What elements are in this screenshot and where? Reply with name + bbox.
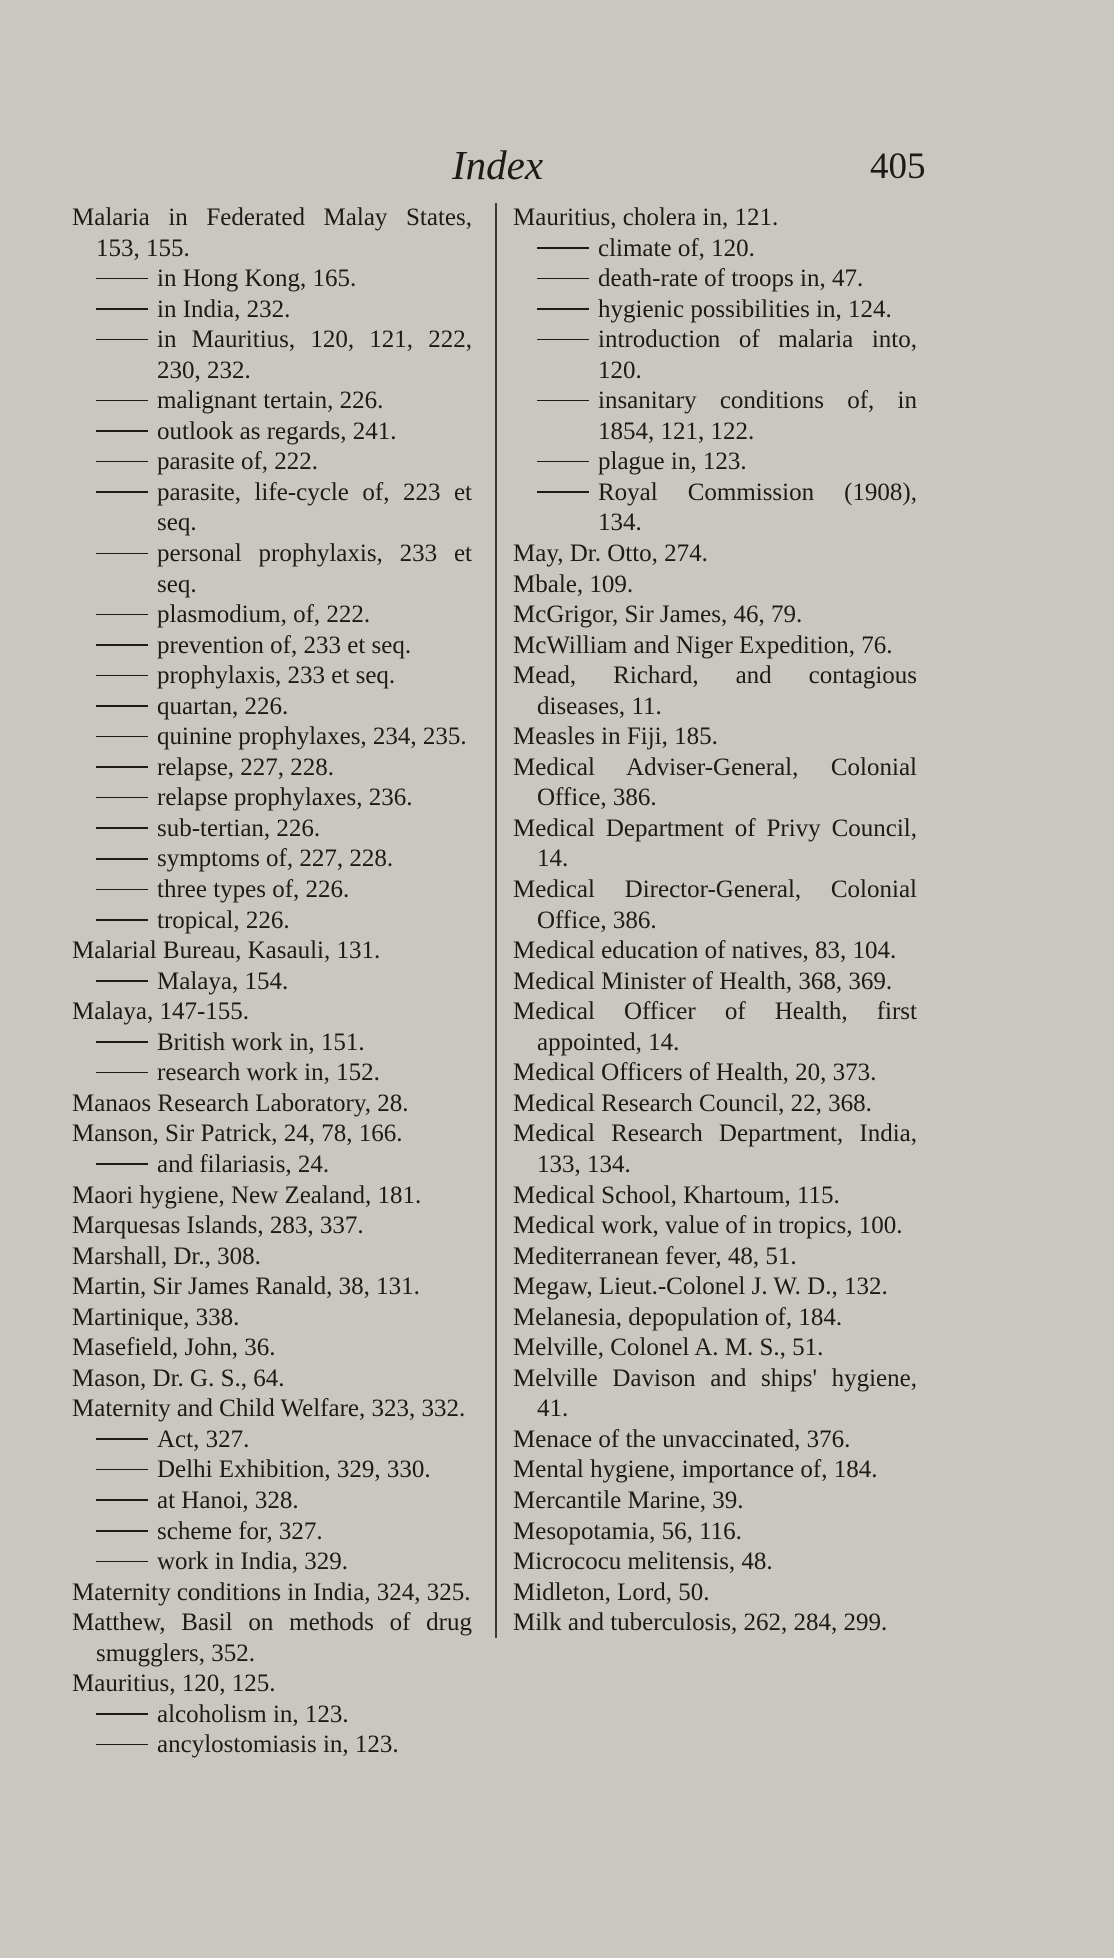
entry-text: alcoholism in, 123. <box>157 1700 349 1728</box>
index-subentry <box>72 1486 472 1517</box>
entry-text: Mental hygiene, importance of, 184. <box>513 1456 878 1484</box>
index-subentry <box>72 1058 472 1089</box>
entry-text: introduction of malaria into, 120. <box>598 326 917 384</box>
entry-text: Manson, Sir Patrick, 24, 78, 166. <box>72 1120 403 1148</box>
index-entry <box>513 1272 917 1303</box>
entry-text: symptoms of, 227, 228. <box>157 845 394 873</box>
entry-text: Malaya, 147-155. <box>72 998 250 1026</box>
entry-text: Maori hygiene, New Zealand, 181. <box>72 1181 422 1209</box>
ditto-dash <box>537 339 589 341</box>
index-entry <box>513 1547 917 1578</box>
entry-text: Malaya, 154. <box>157 967 289 995</box>
ditto-dash <box>96 919 148 921</box>
entry-text: death-rate of troops in, 47. <box>598 265 864 293</box>
index-subentry <box>72 661 472 692</box>
index-entry <box>513 631 917 662</box>
entry-text: Mbale, 109. <box>513 570 634 598</box>
index-subentry <box>72 295 472 326</box>
ditto-dash <box>537 308 589 310</box>
entry-text: in Mauritius, 120, 121, 222, 230, 232. <box>157 326 472 384</box>
index-entry <box>72 1608 472 1669</box>
index-entry <box>72 1242 472 1273</box>
ditto-dash <box>537 461 589 463</box>
index-subentry <box>72 906 472 937</box>
entry-text: hygienic possibilities in, 124. <box>598 295 892 323</box>
entry-text: Malarial Bureau, Kasauli, 131. <box>72 937 381 965</box>
index-entry <box>513 539 917 570</box>
entry-text: Melville Davison and ships' hygiene, 41. <box>513 1364 917 1423</box>
index-subentry <box>72 1425 472 1456</box>
ditto-dash <box>96 1499 148 1501</box>
entry-text: Manaos Research Laboratory, 28. <box>72 1089 409 1117</box>
index-entry <box>513 203 917 234</box>
index-subentry <box>72 1028 472 1059</box>
entry-text: parasite, life-cycle of, 223 et seq. <box>157 478 472 537</box>
index-entry <box>72 1669 472 1700</box>
entry-text: Medical Research Council, 22, 368. <box>513 1089 872 1117</box>
ditto-dash <box>96 461 148 463</box>
entry-text: parasite of, 222. <box>157 448 319 476</box>
index-subentry <box>513 478 917 539</box>
index-entry <box>72 1272 472 1303</box>
index-entry <box>513 1425 917 1456</box>
entry-text: sub-tertian, 226. <box>157 814 321 842</box>
entry-text: Delhi Exhibition, 329, 330. <box>157 1456 431 1484</box>
index-entry <box>513 997 917 1058</box>
entry-text: research work in, 152. <box>157 1059 380 1087</box>
ditto-dash <box>96 278 148 280</box>
ditto-dash <box>96 827 148 829</box>
index-subentry <box>72 478 472 539</box>
ditto-dash <box>96 430 148 432</box>
ditto-dash <box>537 400 589 402</box>
index-entry <box>72 1364 472 1395</box>
page-header <box>0 140 1114 190</box>
ditto-dash <box>96 1072 148 1074</box>
entry-text: at Hanoi, 328. <box>157 1486 299 1514</box>
index-entry <box>513 1364 917 1425</box>
entry-text: British work in, 151. <box>157 1028 365 1056</box>
ditto-dash <box>96 980 148 982</box>
ditto-dash <box>96 1163 148 1165</box>
entry-text: outlook as regards, 241. <box>157 417 397 445</box>
entry-text: Royal Commission (1908), 134. <box>598 478 917 537</box>
ditto-dash <box>96 705 148 707</box>
index-subentry <box>72 600 472 631</box>
entry-text: Melville, Colonel A. M. S., 51. <box>513 1334 824 1362</box>
entry-text: Maternity conditions in India, 324, 325. <box>72 1578 471 1606</box>
ditto-dash <box>96 308 148 310</box>
index-entry <box>513 570 917 601</box>
entry-text: Maternity and Child Welfare, 323, 332. <box>72 1395 466 1423</box>
column-divider <box>495 203 497 1638</box>
index-entry <box>513 722 917 753</box>
ditto-dash <box>537 247 589 249</box>
ditto-dash <box>96 614 148 616</box>
index-entry <box>72 1181 472 1212</box>
index-subentry <box>513 234 917 265</box>
index-entry <box>513 1455 917 1486</box>
ditto-dash <box>96 644 148 646</box>
ditto-dash <box>96 797 148 799</box>
index-subentry <box>72 1150 472 1181</box>
entry-text: Medical education of natives, 83, 104. <box>513 937 897 965</box>
entry-text: Matthew, Basil on methods of drug smugglers, 352. <box>72 1609 472 1667</box>
ditto-dash <box>96 1744 148 1746</box>
index-entry <box>72 1303 472 1334</box>
index-entry <box>513 1333 917 1364</box>
entry-text: May, Dr. Otto, 274. <box>513 540 708 568</box>
entry-text: plague in, 123. <box>598 448 747 476</box>
index-subentry <box>72 1700 472 1731</box>
entry-text: Act, 327. <box>157 1425 250 1453</box>
entry-text: Medical Research Department, India, 133, 134. <box>513 1120 917 1178</box>
entry-text: Megaw, Lieut.-Colonel J. W. D., 132. <box>513 1273 888 1301</box>
index-subentry <box>72 539 472 600</box>
index-subentry <box>72 967 472 998</box>
index-entry <box>513 1242 917 1273</box>
entry-text: Martin, Sir James Ranald, 38, 131. <box>72 1273 420 1301</box>
entry-text: Measles in Fiji, 185. <box>513 723 718 751</box>
entry-text: Medical Director-General, Colonial Office, 386. <box>513 876 917 934</box>
entry-text: malignant tertain, 226. <box>157 387 384 415</box>
entry-text: tropical, 226. <box>157 906 290 934</box>
index-entry <box>513 1578 917 1609</box>
index-subentry <box>72 1730 472 1761</box>
entry-text: Malaria in Federated Malay States, 153, 155. <box>72 204 472 262</box>
ditto-dash <box>96 553 148 555</box>
ditto-dash <box>537 278 589 280</box>
entry-text: Medical Minister of Health, 368, 369. <box>513 967 893 995</box>
index-entry <box>513 1181 917 1212</box>
index-entry <box>513 1058 917 1089</box>
index-column-left <box>72 203 472 1761</box>
ditto-dash <box>96 1041 148 1043</box>
index-subentry <box>72 631 472 662</box>
index-subentry <box>72 325 472 386</box>
index-entry <box>513 936 917 967</box>
index-subentry <box>513 447 917 478</box>
entry-text: in India, 232. <box>157 295 291 323</box>
index-subentry <box>72 814 472 845</box>
ditto-dash <box>96 1438 148 1440</box>
entry-text: Mead, Richard, and contagious diseases, 11. <box>513 662 917 720</box>
index-subentry <box>72 844 472 875</box>
ditto-dash <box>96 736 148 738</box>
entry-text: Marquesas Islands, 283, 337. <box>72 1212 364 1240</box>
index-subentry <box>72 692 472 723</box>
entry-text: Melanesia, depopulation of, 184. <box>513 1303 843 1331</box>
index-entry <box>513 1119 917 1180</box>
entry-text: McGrigor, Sir James, 46, 79. <box>513 601 803 629</box>
entry-text: scheme for, 327. <box>157 1517 323 1545</box>
index-subentry <box>72 386 472 417</box>
entry-text: climate of, 120. <box>598 234 755 262</box>
entry-text: Medical Department of Privy Council, 14. <box>513 814 917 873</box>
index-entry <box>513 1608 917 1639</box>
entry-text: Micrococu melitensis, 48. <box>513 1548 773 1576</box>
index-entry <box>72 1089 472 1120</box>
entry-text: Mediterranean fever, 48, 51. <box>513 1242 797 1270</box>
entry-text: prevention of, 233 et seq. <box>157 631 412 659</box>
entry-text: Mercantile Marine, 39. <box>513 1486 744 1514</box>
index-subentry <box>72 1547 472 1578</box>
index-column-right <box>513 203 917 1639</box>
index-entry <box>72 1578 472 1609</box>
entry-text: Midleton, Lord, 50. <box>513 1578 710 1606</box>
ditto-dash <box>96 400 148 402</box>
ditto-dash <box>96 1530 148 1532</box>
index-subentry <box>72 875 472 906</box>
entry-text: Masefield, John, 36. <box>72 1334 276 1362</box>
index-subentry <box>513 295 917 326</box>
ditto-dash <box>96 491 148 493</box>
index-subentry <box>72 722 472 753</box>
ditto-dash <box>96 339 148 341</box>
entry-text: Medical Officers of Health, 20, 373. <box>513 1059 877 1087</box>
index-entry <box>513 1303 917 1334</box>
index-subentry <box>72 1455 472 1486</box>
ditto-dash <box>96 766 148 768</box>
ditto-dash <box>96 1713 148 1715</box>
index-subentry <box>72 417 472 448</box>
ditto-dash <box>96 1469 148 1471</box>
ditto-dash <box>96 889 148 891</box>
page-title: Index <box>452 142 544 188</box>
index-entry <box>513 875 917 936</box>
entry-text: Medical Officer of Health, first appointed, 14. <box>513 998 917 1056</box>
index-entry <box>513 1486 917 1517</box>
index-entry <box>72 1394 472 1425</box>
index-entry <box>513 753 917 814</box>
index-subentry <box>72 753 472 784</box>
entry-text: Medical School, Khartoum, 115. <box>513 1181 840 1209</box>
index-entry <box>513 967 917 998</box>
ditto-dash <box>96 858 148 860</box>
index-entry <box>513 1517 917 1548</box>
ditto-dash <box>96 1561 148 1563</box>
index-entry <box>513 814 917 875</box>
entry-text: prophylaxis, 233 et seq. <box>157 662 396 690</box>
entry-text: Medical work, value of in tropics, 100. <box>513 1212 903 1240</box>
index-entry <box>72 936 472 967</box>
entry-text: Mauritius, cholera in, 121. <box>513 204 779 231</box>
index-subentry <box>513 386 917 447</box>
index-entry <box>513 1211 917 1242</box>
entry-text: work in India, 329. <box>157 1548 348 1576</box>
entry-text: Mesopotamia, 56, 116. <box>513 1517 742 1545</box>
entry-text: relapse, 227, 228. <box>157 753 335 781</box>
ditto-dash <box>96 675 148 677</box>
entry-text: Milk and tuberculosis, 262, 284, 299. <box>513 1609 888 1637</box>
entry-text: quinine prophylaxes, 234, 235. <box>157 723 467 751</box>
entry-text: Medical Adviser-General, Colonial Office, 386. <box>513 753 917 812</box>
entry-text: Menace of the unvaccinated, 376. <box>513 1425 851 1453</box>
index-entry <box>513 600 917 631</box>
index-subentry <box>513 325 917 386</box>
index-entry <box>72 1211 472 1242</box>
index-subentry <box>513 264 917 295</box>
index-subentry <box>72 1517 472 1548</box>
index-entry <box>513 1089 917 1120</box>
ditto-dash <box>537 491 589 493</box>
entry-text: three types of, 226. <box>157 876 350 904</box>
entry-text: ancylostomiasis in, 123. <box>157 1731 399 1759</box>
page-number: 405 <box>870 146 926 187</box>
index-subentry <box>72 447 472 478</box>
entry-text: quartan, 226. <box>157 692 289 720</box>
entry-text: McWilliam and Niger Expedition, 76. <box>513 631 893 659</box>
index-subentry <box>72 783 472 814</box>
index-entry <box>72 1119 472 1150</box>
index-entry <box>72 203 472 264</box>
index-subentry <box>72 264 472 295</box>
index-entry <box>513 661 917 722</box>
entry-text: Martinique, 338. <box>72 1303 240 1331</box>
entry-text: plasmodium, of, 222. <box>157 601 371 629</box>
index-entry <box>72 1333 472 1364</box>
entry-text: Mauritius, 120, 125. <box>72 1670 276 1698</box>
entry-text: in Hong Kong, 165. <box>157 265 357 293</box>
entry-text: insanitary conditions of, in 1854, 121, 122. <box>598 387 917 445</box>
entry-text: and filariasis, 24. <box>157 1150 330 1178</box>
entry-text: Marshall, Dr., 308. <box>72 1242 261 1270</box>
index-entry <box>72 997 472 1028</box>
entry-text: Mason, Dr. G. S., 64. <box>72 1364 285 1392</box>
entry-text: personal prophylaxis, 233 et seq. <box>157 540 472 598</box>
entry-text: relapse prophylaxes, 236. <box>157 784 413 812</box>
